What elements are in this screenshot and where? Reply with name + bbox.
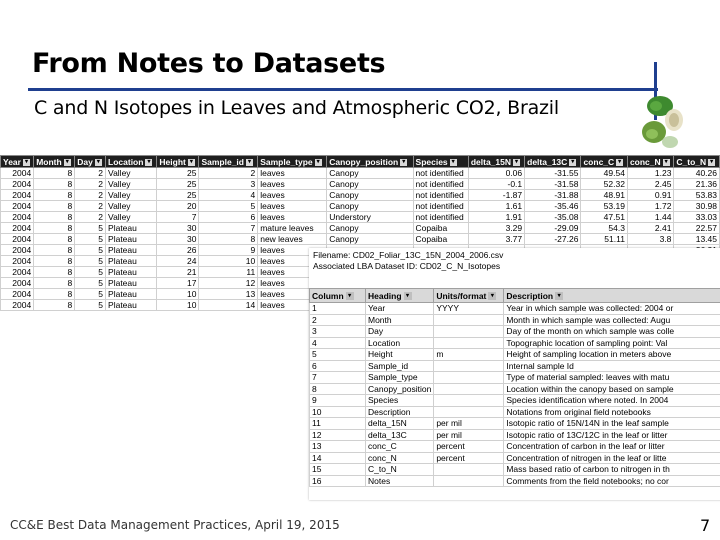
dictionary-cell [434, 406, 504, 418]
sheet-cell: 8 [34, 190, 75, 201]
dictionary-table [309, 288, 720, 487]
dictionary-cell: Notes [366, 475, 434, 487]
dictionary-row [310, 441, 720, 453]
sheet-cell: 5 [199, 201, 258, 212]
sheet-cell: 22.57 [674, 223, 720, 234]
sheet-cell: -0.1 [468, 179, 524, 190]
sheet-row [1, 168, 720, 179]
dictionary-row [310, 475, 720, 487]
sheet-header-cell [34, 156, 75, 168]
sheet-cell: 5 [75, 245, 106, 256]
sheet-cell: 0.06 [468, 168, 524, 179]
dictionary-cell [434, 360, 504, 372]
sheet-cell: Plateau [106, 256, 157, 267]
sheet-cell: 2004 [1, 201, 34, 212]
sheet-cell: -1.87 [468, 190, 524, 201]
dictionary-cell: Location within the canopy based on sample [504, 383, 720, 395]
filter-dropdown-icon[interactable]: ▾ [65, 158, 69, 165]
page-number: 7 [700, 516, 711, 535]
sheet-cell: -31.58 [525, 179, 581, 190]
sheet-cell: -29.09 [525, 223, 581, 234]
sheet-cell: 49.54 [581, 168, 627, 179]
dictionary-cell: Canopy_position [366, 383, 434, 395]
dictionary-header-cell [434, 289, 504, 303]
sheet-cell: Plateau [106, 234, 157, 245]
sheet-cell: not identified [413, 201, 468, 212]
sheet-cell: 47.51 [581, 212, 627, 223]
sheet-cell: 8 [34, 256, 75, 267]
filter-dropdown-icon[interactable]: ▾ [514, 158, 518, 165]
sheet-cell: 8 [34, 245, 75, 256]
sheet-cell: leaves [258, 201, 327, 212]
filter-dropdown-icon[interactable]: ▾ [24, 158, 28, 165]
filter-dropdown-icon[interactable]: ▾ [618, 158, 622, 165]
filter-dropdown-icon[interactable]: ▾ [404, 292, 412, 300]
dictionary-row [310, 452, 720, 464]
sheet-header-cell [75, 156, 106, 168]
data-dictionary-panel [309, 248, 720, 500]
sheet-cell: 52.32 [581, 179, 627, 190]
slide-footer: CC&E Best Data Management Practices, April 19, 2015 [10, 518, 340, 532]
sheet-cell: leaves [258, 278, 327, 289]
filter-dropdown-icon[interactable]: ▾ [664, 158, 668, 165]
sheet-cell: 2004 [1, 168, 34, 179]
dictionary-row [310, 383, 720, 395]
dictionary-cell: delta_13C [366, 429, 434, 441]
sheet-cell: leaves [258, 190, 327, 201]
dictionary-cell: Species identification where noted. In 2004 [504, 395, 720, 407]
sheet-header-cell [1, 156, 34, 168]
dictionary-cell: conc_N [366, 452, 434, 464]
sheet-cell: 5 [75, 300, 106, 311]
sheet-header-label: delta_15N [470, 156, 511, 167]
sheet-cell: 2004 [1, 212, 34, 223]
sheet-cell: 21 [157, 267, 199, 278]
sheet-cell: 7 [199, 223, 258, 234]
filter-dropdown-icon[interactable]: ▾ [451, 158, 455, 165]
sheet-cell: leaves [258, 168, 327, 179]
sheet-cell: 1.61 [468, 201, 524, 212]
dictionary-cell: Month in which sample was collected: Augu [504, 314, 720, 326]
sheet-header-label: Month [36, 156, 62, 167]
dictionary-cell: 1 [310, 303, 366, 315]
dictionary-cell: Isotopic ratio of 15N/14N in the leaf sample [504, 418, 720, 430]
sheet-cell: Canopy [327, 168, 413, 179]
dictionary-cell: Isotopic ratio of 13C/12C in the leaf or litter [504, 429, 720, 441]
sheet-header-label: delta_13C [527, 156, 568, 167]
sheet-cell: 2004 [1, 289, 34, 300]
dictionary-cell: per mil [434, 429, 504, 441]
dictionary-row [310, 464, 720, 476]
sheet-cell: 3.29 [468, 223, 524, 234]
filter-dropdown-icon[interactable]: ▾ [147, 158, 151, 165]
dictionary-cell: 5 [310, 349, 366, 361]
sheet-cell: 13 [199, 289, 258, 300]
sheet-cell: 8 [34, 212, 75, 223]
dictionary-cell: delta_15N [366, 418, 434, 430]
dictionary-row [310, 303, 720, 315]
sheet-cell: 2 [75, 201, 106, 212]
sheet-cell: not identified [413, 212, 468, 223]
dictionary-header-label: Column [312, 290, 344, 301]
sheet-cell: leaves [258, 289, 327, 300]
title-underline [28, 88, 658, 91]
sheet-row [1, 201, 720, 212]
sheet-cell: 9 [199, 245, 258, 256]
sheet-cell: 5 [75, 223, 106, 234]
sheet-cell: 30 [157, 223, 199, 234]
sheet-header-cell [627, 156, 673, 168]
sheet-cell: 2004 [1, 223, 34, 234]
dictionary-cell: Day of the month on which sample was colle [504, 326, 720, 338]
sheet-cell: 0.91 [627, 190, 673, 201]
sheet-cell: 53.19 [581, 201, 627, 212]
sheet-cell: 12 [199, 278, 258, 289]
dictionary-header-cell [366, 289, 434, 303]
sheet-row [1, 179, 720, 190]
sheet-cell: 8 [34, 278, 75, 289]
slide-subtitle: C and N Isotopes in Leaves and Atmospheric CO2, Brazil [34, 97, 559, 119]
sheet-cell: Copaiba [413, 234, 468, 245]
dictionary-cell [434, 395, 504, 407]
dictionary-cell: 13 [310, 441, 366, 453]
dictionary-cell: Year [366, 303, 434, 315]
dictionary-cell: 6 [310, 360, 366, 372]
sheet-cell: 3.77 [468, 234, 524, 245]
dictionary-row [310, 395, 720, 407]
sheet-cell: 5 [75, 267, 106, 278]
sheet-cell: Plateau [106, 278, 157, 289]
dictionary-cell [434, 326, 504, 338]
sheet-cell: Canopy [327, 223, 413, 234]
dictionary-row [310, 429, 720, 441]
dictionary-header-cell [310, 289, 366, 303]
sheet-cell: 3 [199, 179, 258, 190]
sheet-header-label: conc_C [583, 156, 615, 167]
dictionary-cell: conc_C [366, 441, 434, 453]
sheet-cell: -35.08 [525, 212, 581, 223]
sheet-header-cell [106, 156, 157, 168]
sheet-cell: 8 [34, 168, 75, 179]
sheet-cell: 25 [157, 190, 199, 201]
dictionary-cell: Concentration of nitrogen in the leaf or litte [504, 452, 720, 464]
sheet-cell: 2 [199, 168, 258, 179]
sheet-header-cell [413, 156, 468, 168]
sheet-cell: leaves [258, 179, 327, 190]
dictionary-cell: YYYY [434, 303, 504, 315]
sheet-cell: 8 [34, 267, 75, 278]
sheet-cell: 51.11 [581, 234, 627, 245]
dictionary-cell: Species [366, 395, 434, 407]
filter-dropdown-icon[interactable]: ▾ [571, 158, 575, 165]
sheet-cell: 10 [199, 256, 258, 267]
sheet-cell: 25 [157, 179, 199, 190]
dictionary-cell: Notations from original field notebooks [504, 406, 720, 418]
sheet-cell: Valley [106, 212, 157, 223]
sheet-cell: 1.91 [468, 212, 524, 223]
dictionary-cell [434, 314, 504, 326]
sheet-cell: 2004 [1, 190, 34, 201]
sheet-row [1, 190, 720, 201]
sheet-cell: 3.8 [627, 234, 673, 245]
sheet-header-label: conc_N [629, 156, 661, 167]
filter-dropdown-icon[interactable]: ▾ [555, 292, 563, 300]
filter-dropdown-icon[interactable]: ▾ [710, 158, 714, 165]
dictionary-cell: 10 [310, 406, 366, 418]
sheet-row [1, 234, 720, 245]
dictionary-row [310, 406, 720, 418]
sheet-cell: leaves [258, 267, 327, 278]
filter-dropdown-icon[interactable]: ▾ [247, 158, 251, 165]
sheet-cell: Canopy [327, 234, 413, 245]
dictionary-cell: 3 [310, 326, 366, 338]
filter-dropdown-icon[interactable]: ▾ [189, 158, 193, 165]
sheet-cell: 8 [199, 234, 258, 245]
dictionary-header-label: Heading [368, 290, 402, 301]
sheet-cell: 2004 [1, 179, 34, 190]
sheet-header-label: C_to_N [676, 156, 707, 167]
sheet-cell: 2004 [1, 245, 34, 256]
sheet-header-row [1, 156, 720, 168]
dictionary-cell: 8 [310, 383, 366, 395]
leaves-photo-icon [636, 94, 696, 154]
dictionary-row [310, 372, 720, 384]
sheet-cell: 2 [75, 212, 106, 223]
filter-dropdown-icon[interactable]: ▾ [96, 158, 100, 165]
sheet-cell: 5 [75, 289, 106, 300]
sheet-cell: 1.72 [627, 201, 673, 212]
slide-title: From Notes to Datasets [32, 48, 386, 79]
sheet-header-label: Height [159, 156, 186, 167]
sheet-cell: 6 [199, 212, 258, 223]
sheet-cell: Valley [106, 179, 157, 190]
sheet-cell: 13.45 [674, 234, 720, 245]
dictionary-cell: Height [366, 349, 434, 361]
sheet-header-cell [157, 156, 199, 168]
sheet-header-label: Canopy_position [329, 156, 399, 167]
sheet-cell: Valley [106, 168, 157, 179]
sheet-header-label: Year [3, 156, 21, 167]
filter-dropdown-icon[interactable]: ▾ [488, 292, 496, 300]
sheet-cell: 20 [157, 201, 199, 212]
dictionary-cell: per mil [434, 418, 504, 430]
sheet-cell: 2 [75, 190, 106, 201]
dictionary-cell: 14 [310, 452, 366, 464]
sheet-cell: Canopy [327, 190, 413, 201]
sheet-cell: not identified [413, 179, 468, 190]
sheet-cell: leaves [258, 300, 327, 311]
sheet-header-label: Species [415, 156, 448, 167]
sheet-header-cell [525, 156, 581, 168]
sheet-cell: 8 [34, 179, 75, 190]
filter-dropdown-icon[interactable]: ▾ [346, 292, 354, 300]
sheet-cell: 21.36 [674, 179, 720, 190]
sheet-cell: 33.03 [674, 212, 720, 223]
dictionary-cell: 11 [310, 418, 366, 430]
dictionary-cell: Day [366, 326, 434, 338]
sheet-cell: 2004 [1, 278, 34, 289]
sheet-header-cell [199, 156, 258, 168]
dictionary-cell: Internal sample Id [504, 360, 720, 372]
sheet-row [1, 212, 720, 223]
dictionary-cell: percent [434, 441, 504, 453]
sheet-cell: 48.91 [581, 190, 627, 201]
dictionary-cell: 16 [310, 475, 366, 487]
dictionary-dataset-id: Associated LBA Dataset ID: CD02_C_N_Isotopes [313, 261, 501, 271]
dictionary-cell: Description [366, 406, 434, 418]
dictionary-row [310, 337, 720, 349]
sheet-cell: Valley [106, 201, 157, 212]
sheet-cell: 26 [157, 245, 199, 256]
sheet-cell: 8 [34, 201, 75, 212]
dictionary-cell: Mass based ratio of carbon to nitrogen in th [504, 464, 720, 476]
sheet-cell: 17 [157, 278, 199, 289]
sheet-cell: 4 [199, 190, 258, 201]
sheet-header-cell [327, 156, 413, 168]
dictionary-row [310, 349, 720, 361]
dictionary-cell: 15 [310, 464, 366, 476]
sheet-cell: 5 [75, 278, 106, 289]
sheet-header-cell [468, 156, 524, 168]
sheet-cell: -35.46 [525, 201, 581, 212]
sheet-cell: 2.41 [627, 223, 673, 234]
sheet-cell: 10 [157, 300, 199, 311]
dictionary-cell [434, 372, 504, 384]
sheet-cell: 14 [199, 300, 258, 311]
sheet-cell: 11 [199, 267, 258, 278]
dictionary-cell: Location [366, 337, 434, 349]
dictionary-cell: C_to_N [366, 464, 434, 476]
sheet-cell: 24 [157, 256, 199, 267]
sheet-cell: 5 [75, 234, 106, 245]
dictionary-row [310, 418, 720, 430]
sheet-cell: 8 [34, 223, 75, 234]
dictionary-cell: percent [434, 452, 504, 464]
sheet-cell: 8 [34, 234, 75, 245]
sheet-header-label: Location [108, 156, 144, 167]
dictionary-cell: Height of sampling location in meters above [504, 349, 720, 361]
sheet-cell: new leaves [258, 234, 327, 245]
sheet-cell: not identified [413, 190, 468, 201]
sheet-header-cell [581, 156, 627, 168]
sheet-cell: -27.26 [525, 234, 581, 245]
sheet-cell: Plateau [106, 267, 157, 278]
sheet-cell: 30.98 [674, 201, 720, 212]
sheet-cell: Plateau [106, 289, 157, 300]
dictionary-header-label: Units/format [436, 290, 487, 301]
sheet-header-cell [674, 156, 720, 168]
dictionary-header-label: Description [506, 290, 554, 301]
sheet-cell: Valley [106, 190, 157, 201]
sheet-cell: 2.45 [627, 179, 673, 190]
sheet-cell: 7 [157, 212, 199, 223]
sheet-cell: Copaiba [413, 223, 468, 234]
sheet-cell: Plateau [106, 223, 157, 234]
dictionary-header-cell [504, 289, 720, 303]
sheet-cell: Plateau [106, 300, 157, 311]
dictionary-cell: m [434, 349, 504, 361]
dictionary-cell: Comments from the field notebooks; no cor [504, 475, 720, 487]
dictionary-cell [434, 337, 504, 349]
sheet-cell: -31.88 [525, 190, 581, 201]
sheet-cell: -31.55 [525, 168, 581, 179]
sheet-cell: 2004 [1, 234, 34, 245]
dictionary-cell [434, 464, 504, 476]
sheet-cell: 8 [34, 300, 75, 311]
sheet-cell: 2004 [1, 267, 34, 278]
dictionary-cell: 2 [310, 314, 366, 326]
dictionary-cell: Concentration of carbon in the leaf or litter [504, 441, 720, 453]
sheet-cell: 8 [34, 289, 75, 300]
dictionary-cell: 12 [310, 429, 366, 441]
filter-dropdown-icon[interactable]: ▾ [402, 158, 406, 165]
sheet-cell: not identified [413, 168, 468, 179]
dictionary-cell: Sample_id [366, 360, 434, 372]
sheet-cell: Canopy [327, 179, 413, 190]
sheet-cell: 10 [157, 289, 199, 300]
sheet-cell: 1.44 [627, 212, 673, 223]
sheet-cell: leaves [258, 212, 327, 223]
dictionary-cell: Type of material sampled: leaves with matu [504, 372, 720, 384]
sheet-cell: 5 [75, 256, 106, 267]
dictionary-cell: 4 [310, 337, 366, 349]
sheet-cell: 25 [157, 168, 199, 179]
sheet-cell: Canopy [327, 201, 413, 212]
dictionary-row [310, 314, 720, 326]
dictionary-cell: Month [366, 314, 434, 326]
sheet-cell: leaves [258, 256, 327, 267]
dictionary-cell: Year in which sample was collected: 2004 or [504, 303, 720, 315]
sheet-cell: 2004 [1, 256, 34, 267]
sheet-cell: 54.3 [581, 223, 627, 234]
sheet-cell: 1.23 [627, 168, 673, 179]
dictionary-cell [434, 475, 504, 487]
sheet-header-cell [258, 156, 327, 168]
sheet-header-label: Sample_id [201, 156, 244, 167]
dictionary-cell [434, 383, 504, 395]
dictionary-row [310, 360, 720, 372]
sheet-cell: 2004 [1, 300, 34, 311]
sheet-header-label: Day [77, 156, 93, 167]
sheet-cell: Understory [327, 212, 413, 223]
dictionary-cell: 9 [310, 395, 366, 407]
sheet-cell: Plateau [106, 245, 157, 256]
sheet-cell: 30 [157, 234, 199, 245]
dictionary-cell: Topographic location of sampling point: Val [504, 337, 720, 349]
filter-dropdown-icon[interactable]: ▾ [316, 158, 320, 165]
sheet-cell: 2 [75, 179, 106, 190]
sheet-cell: 2 [75, 168, 106, 179]
dictionary-row [310, 326, 720, 338]
sheet-cell: 53.83 [674, 190, 720, 201]
dictionary-filename: Filename: CD02_Foliar_13C_15N_2004_2006.csv [313, 250, 504, 260]
dictionary-header-row [310, 289, 720, 303]
dictionary-cell: 7 [310, 372, 366, 384]
dictionary-cell: Sample_type [366, 372, 434, 384]
sheet-cell: mature leaves [258, 223, 327, 234]
sheet-row [1, 223, 720, 234]
sheet-cell: leaves [258, 245, 327, 256]
sheet-header-label: Sample_type [260, 156, 313, 167]
sheet-cell: 40.26 [674, 168, 720, 179]
